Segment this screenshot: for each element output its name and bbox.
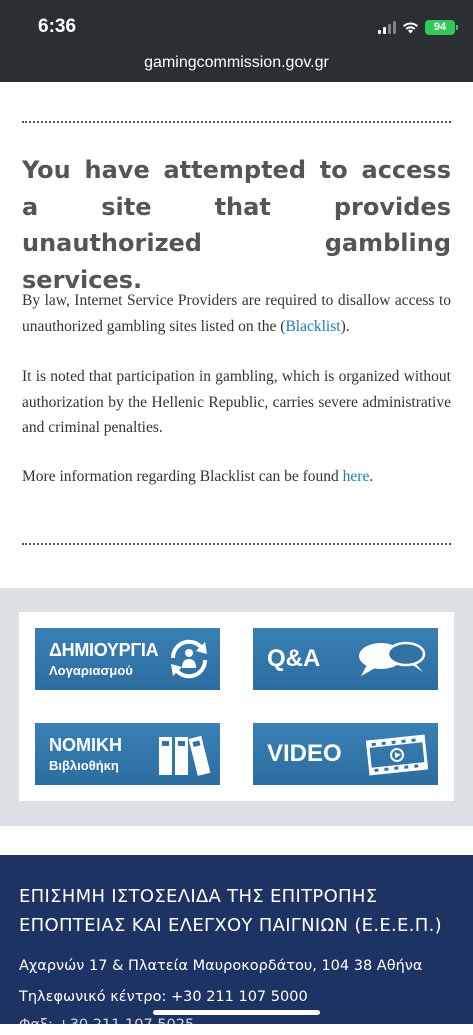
speech-bubbles-icon [353,638,431,680]
footer-address: Αχαρνών 17 & Πλατεία Μαυροκορδάτου, 104 38 Αθήνα [19,958,423,974]
status-bar [0,0,473,44]
legal-library-button[interactable] [35,723,220,785]
info-text: More information regarding Blacklist can be found [22,468,343,485]
footer-title: ΕΠΙΣΗΜΗ ΙΣΤΟΣΕΛΙΔΑ ΤΗΣ ΕΠΙΤΡΟΠΗΣ ΕΠΟΠΤΕΙΑΣ ΚΑΙ ΕΛΕΓΧΟΥ ΠΑΙΓΝΙΩΝ (Ε.Ε.Ε.Π.) [19,886,442,936]
status-icons [378,18,455,36]
law-text: By law, Internet Service Providers are required to disallow access to unauthorized gambling sites listed on the ( [22,292,451,335]
legal-library-sublabel: Βιβλιοθήκη [49,758,119,773]
page-headline: You have attempted to access a site that provides unauthorized gambling services. [22,156,451,294]
legal-library-label: ΝΟΜΙΚΗ [49,735,122,755]
battery-icon: 94 [425,20,455,35]
blacklist-link[interactable]: Blacklist [285,317,341,335]
info-paragraph [22,464,451,490]
signal-icon [378,21,396,34]
tiles-box [19,612,454,801]
penalties-paragraph: It is noted that participation in gambling, which is organized without authorization by the Hellenic Republic, carries severe administrative and criminal penalties. [22,368,451,436]
create-account-sublabel: Λογαριασμού [49,663,133,678]
video-label: VIDEO [267,740,342,767]
qa-label: Q&A [267,645,321,672]
account-refresh-icon [165,636,213,682]
qa-button[interactable] [253,628,438,690]
create-account-label: ΔΗΜΙΟΥΡΓΙΑ [49,640,159,660]
here-link[interactable]: here [342,468,370,485]
top-divider [22,121,451,123]
books-icon [155,731,213,779]
film-strip-icon [363,731,431,779]
footer-phone[interactable]: Τηλεφωνικό κέντρο: +30 211 107 5000 [19,989,308,1005]
footer-fax: Φαξ: +30 211 107 5025 [19,1017,195,1033]
wifi-icon [402,21,419,34]
footer [0,855,473,1033]
status-time: 6:36 [38,16,77,37]
info-end: . [369,468,374,485]
create-account-button[interactable] [35,628,220,690]
home-indicator[interactable] [153,1010,320,1015]
law-paragraph [22,288,451,339]
bottom-divider [22,543,451,545]
law-end: ). [340,317,350,335]
url-bar[interactable]: gamingcommission.gov.gr [0,44,473,82]
video-button[interactable] [253,723,438,785]
